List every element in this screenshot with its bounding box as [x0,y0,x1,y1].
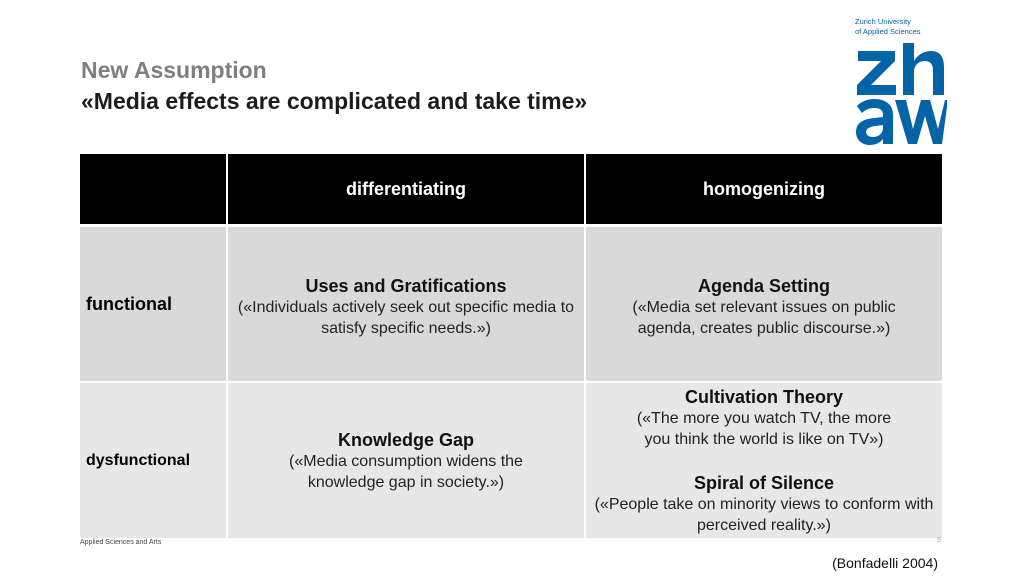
university-name-line-1: Zurich University [855,17,911,26]
source-citation: (Bonfadelli 2004) [832,555,938,571]
column-header-differentiating: differentiating [228,154,584,224]
theory-heading: Uses and Gratifications [305,276,507,296]
header-corner-cell [80,154,226,224]
theory-description: («The more you watch TV, the more you think the world is like on TV») [636,409,892,448]
zhaw-logo [855,17,950,147]
title-line-1: New Assumption [81,57,267,83]
university-name-line-2: of Applied Sciences [855,27,921,36]
title-line-2: «Media effects are complicated and take time» [81,88,588,114]
page-number: 5 [937,537,941,544]
cell-agenda-setting [586,227,942,381]
cell-uses-and-gratifications [228,227,584,381]
theory-heading: Spiral of Silence [693,472,835,493]
footer-institution-text: Applied Sciences and Arts [80,539,162,546]
theory-heading: Knowledge Gap [337,429,474,450]
column-header-homogenizing: homogenizing [586,154,942,224]
theory-heading: Cultivation Theory [684,386,843,407]
theory-description: («Individuals actively seek out specific media to satisfy specific needs.») [237,299,575,337]
cell-cultivation-and-spiral [586,383,942,538]
media-effects-table [80,154,942,538]
theory-description: («People take on minority views to conform with perceived reality.») [594,495,934,534]
theory-description: («Media consumption widens the knowledge gap in society.») [289,452,523,491]
theory-heading: Agenda Setting [697,276,830,296]
row-label-dysfunctional: dysfunctional [80,383,226,538]
theory-description: («Media set relevant issues on public agenda, creates public discourse.») [632,299,896,337]
cell-knowledge-gap [228,383,584,538]
row-label-functional: functional [80,227,226,381]
slide-title [81,55,587,117]
zhaw-wordmark-icon [855,43,947,147]
